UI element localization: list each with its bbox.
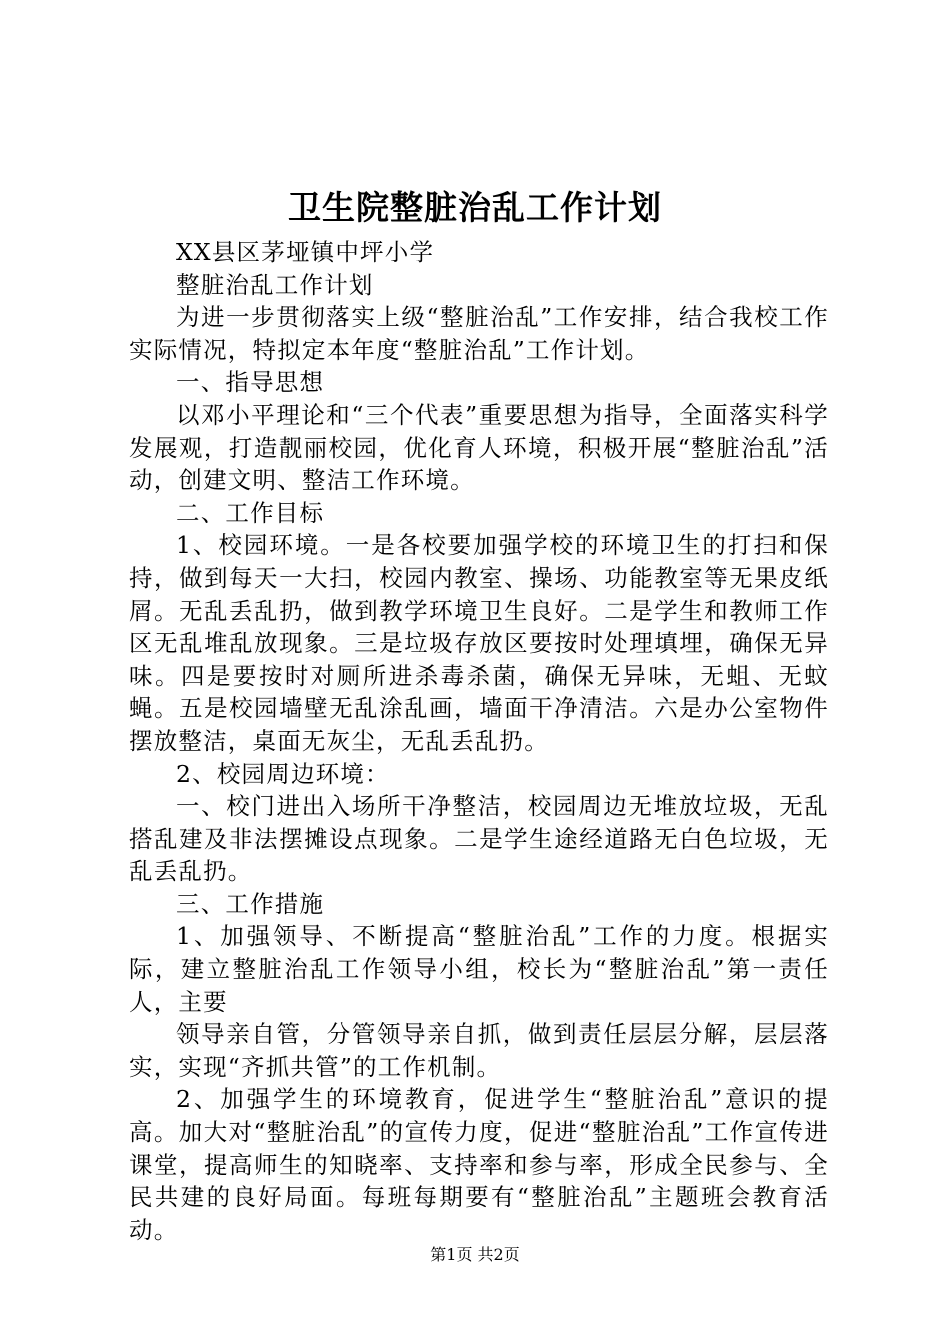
heading-guiding-thought: 一、指导思想	[176, 368, 325, 397]
paragraph-measure-leadership-cont: 领导亲自管，分管领导亲自抓，做到责任层层分解，层层落实，实现“齐抓共管”的工作机制。	[129, 1020, 829, 1081]
paragraph-guiding-thought: 以邓小平理论和“三个代表”重要思想为指导，全面落实科学发展观，打造靓丽校园，优化育人环境，积极开展“整脏治乱”活动，创建文明、整洁工作环境。	[129, 400, 829, 495]
paragraph-measure-leadership: 1、加强领导、不断提高“整脏治乱”工作的力度。根据实际，建立整脏治乱工作领导小组，校长为“整脏治乱”第一责任人，主要	[129, 922, 829, 1016]
heading-work-goals: 二、工作目标	[176, 498, 325, 527]
page-footer: 第1页 共2页	[430, 1245, 520, 1264]
paragraph-measure-education: 2、加强学生的环境教育，促进学生“整脏治乱”意识的提高。加大对“整脏治乱”的宣传力度，促进“整脏治乱”工作宣传进课堂，提高师生的知晓率、支持率和参与率，形成全民参与、全民共建的良好局面。每班每期要有“整脏治乱”主题班会教育活动。	[129, 1085, 829, 1244]
paragraph-school-name: XX县区茅垭镇中坪小学	[176, 238, 435, 266]
paragraph-surrounding-environment: 一、校门进出入场所干净整洁，校园周边无堆放垃圾，无乱搭乱建及非法摆摊设点现象。二是学生途经道路无白色垃圾，无乱丢乱扔。	[129, 792, 829, 886]
paragraph-campus-environment: 1、校园环境。一是各校要加强学校的环境卫生的打扫和保持，做到每天一大扫，校园内教室、操场、功能教室等无果皮纸屑。无乱丢乱扔，做到教学环境卫生良好。二是学生和教师工作区无乱堆乱放现象。三是垃圾存放区要按时处理填埋，确保无异味。四是要按时对厕所进杀毒杀菌，确保无异味，无蛆、无蚊蝇。五是校园墙壁无乱涂乱画，墙面干净清洁。六是办公室物件摆放整洁，桌面无灰尘，无乱丢乱扔。	[129, 531, 829, 755]
paragraph-plan-title: 整脏治乱工作计划	[176, 270, 374, 299]
heading-work-measures: 三、工作措施	[176, 889, 325, 918]
heading-surrounding-environment: 2、校园周边环境：	[176, 759, 390, 788]
paragraph-intro: 为进一步贯彻落实上级“整脏治乱”工作安排，结合我校工作实际情况，特拟定本年度“整脏治乱”工作计划。	[129, 303, 829, 364]
document-body	[129, 236, 829, 1246]
document-title: 卫生院整脏治乱工作计划	[288, 188, 662, 227]
